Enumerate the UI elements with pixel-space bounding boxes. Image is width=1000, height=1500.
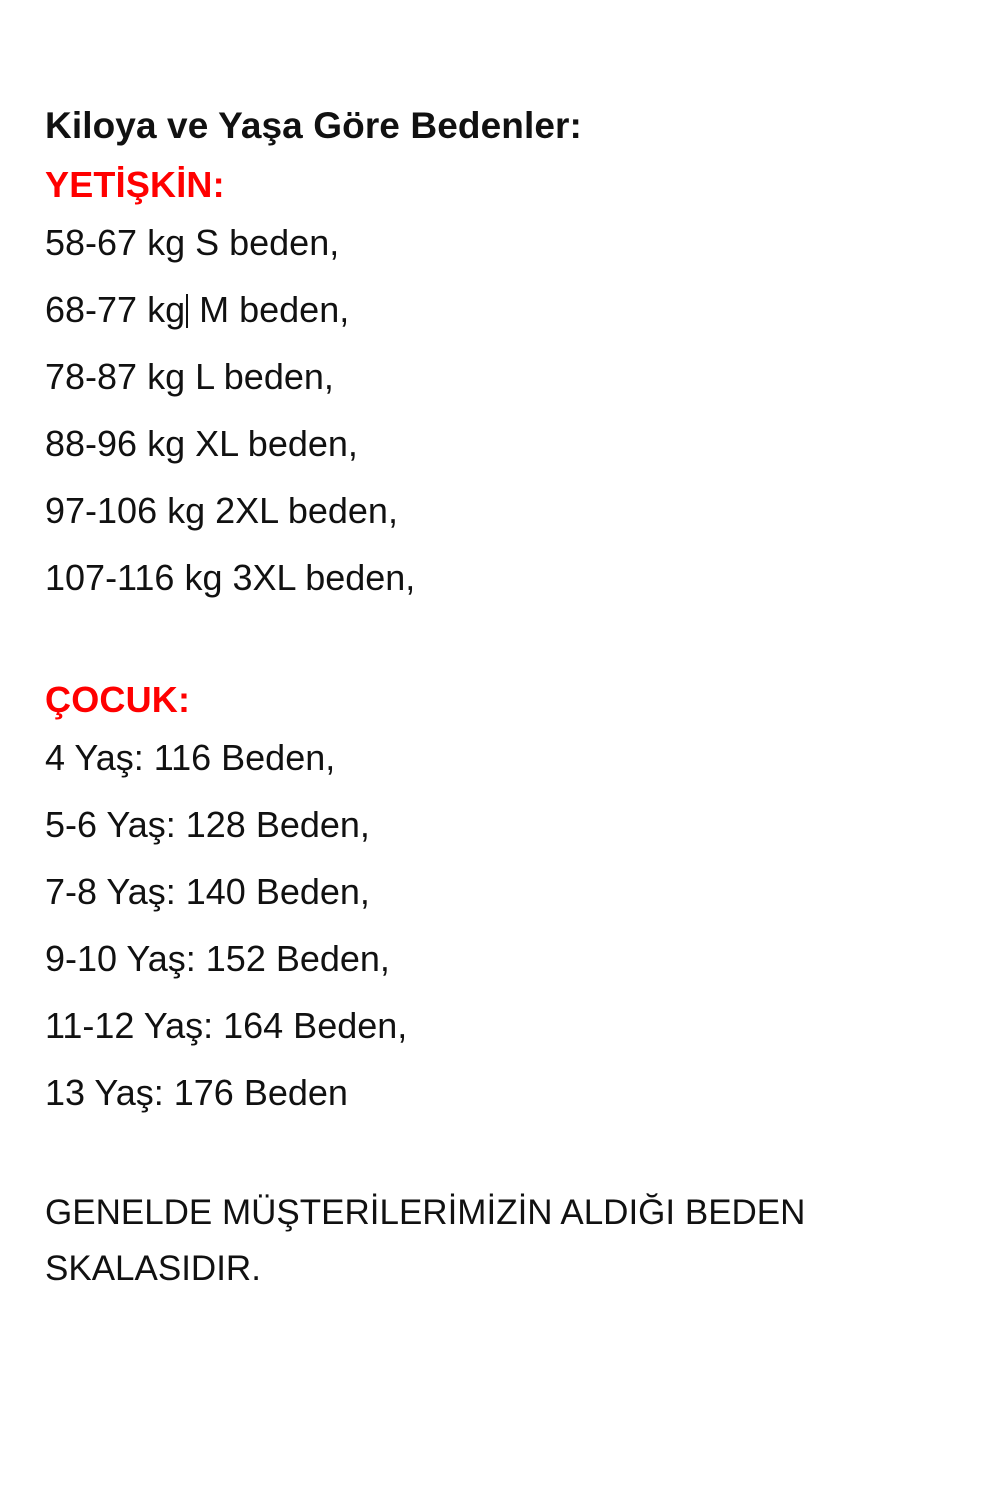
footer-note: GENELDE MÜŞTERİLERİMİZİN ALDIĞI BEDEN SKALASIDIR. bbox=[45, 1192, 806, 1288]
child-section-heading: ÇOCUK: bbox=[45, 678, 191, 720]
footer-spacer bbox=[45, 1127, 955, 1185]
list-item: 9-10 Yaş: 152 Beden, bbox=[45, 937, 390, 979]
list-item: 97-106 kg 2XL beden, bbox=[45, 489, 398, 531]
list-item: 13 Yaş: 176 Beden bbox=[45, 1071, 348, 1113]
list-item: 5-6 Yaş: 128 Beden, bbox=[45, 803, 370, 845]
list-item: 78-87 kg L beden, bbox=[45, 356, 334, 398]
list-item-text: 68-77 kg bbox=[45, 289, 186, 331]
list-item: 88-96 kg XL beden, bbox=[45, 423, 358, 465]
list-item: 7-8 Yaş: 140 Beden, bbox=[45, 870, 370, 912]
list-item: 11-12 Yaş: 164 Beden, bbox=[45, 1004, 408, 1046]
list-item: 107-116 kg 3XL beden, bbox=[45, 556, 416, 598]
list-item: 58-67 kg S beden, bbox=[45, 222, 340, 264]
text-caret bbox=[186, 294, 188, 328]
page-title: Kiloya ve Yaşa Göre Bedenler: bbox=[45, 105, 582, 146]
list-item-text-tail: M beden, bbox=[189, 289, 350, 331]
adult-section-heading: YETİŞKİN: bbox=[45, 164, 225, 206]
adult-size-list bbox=[45, 210, 955, 612]
list-item: 4 Yaş: 116 Beden, bbox=[45, 736, 336, 778]
section-spacer bbox=[45, 612, 955, 674]
child-size-list bbox=[45, 725, 955, 1127]
list-item bbox=[45, 277, 955, 344]
